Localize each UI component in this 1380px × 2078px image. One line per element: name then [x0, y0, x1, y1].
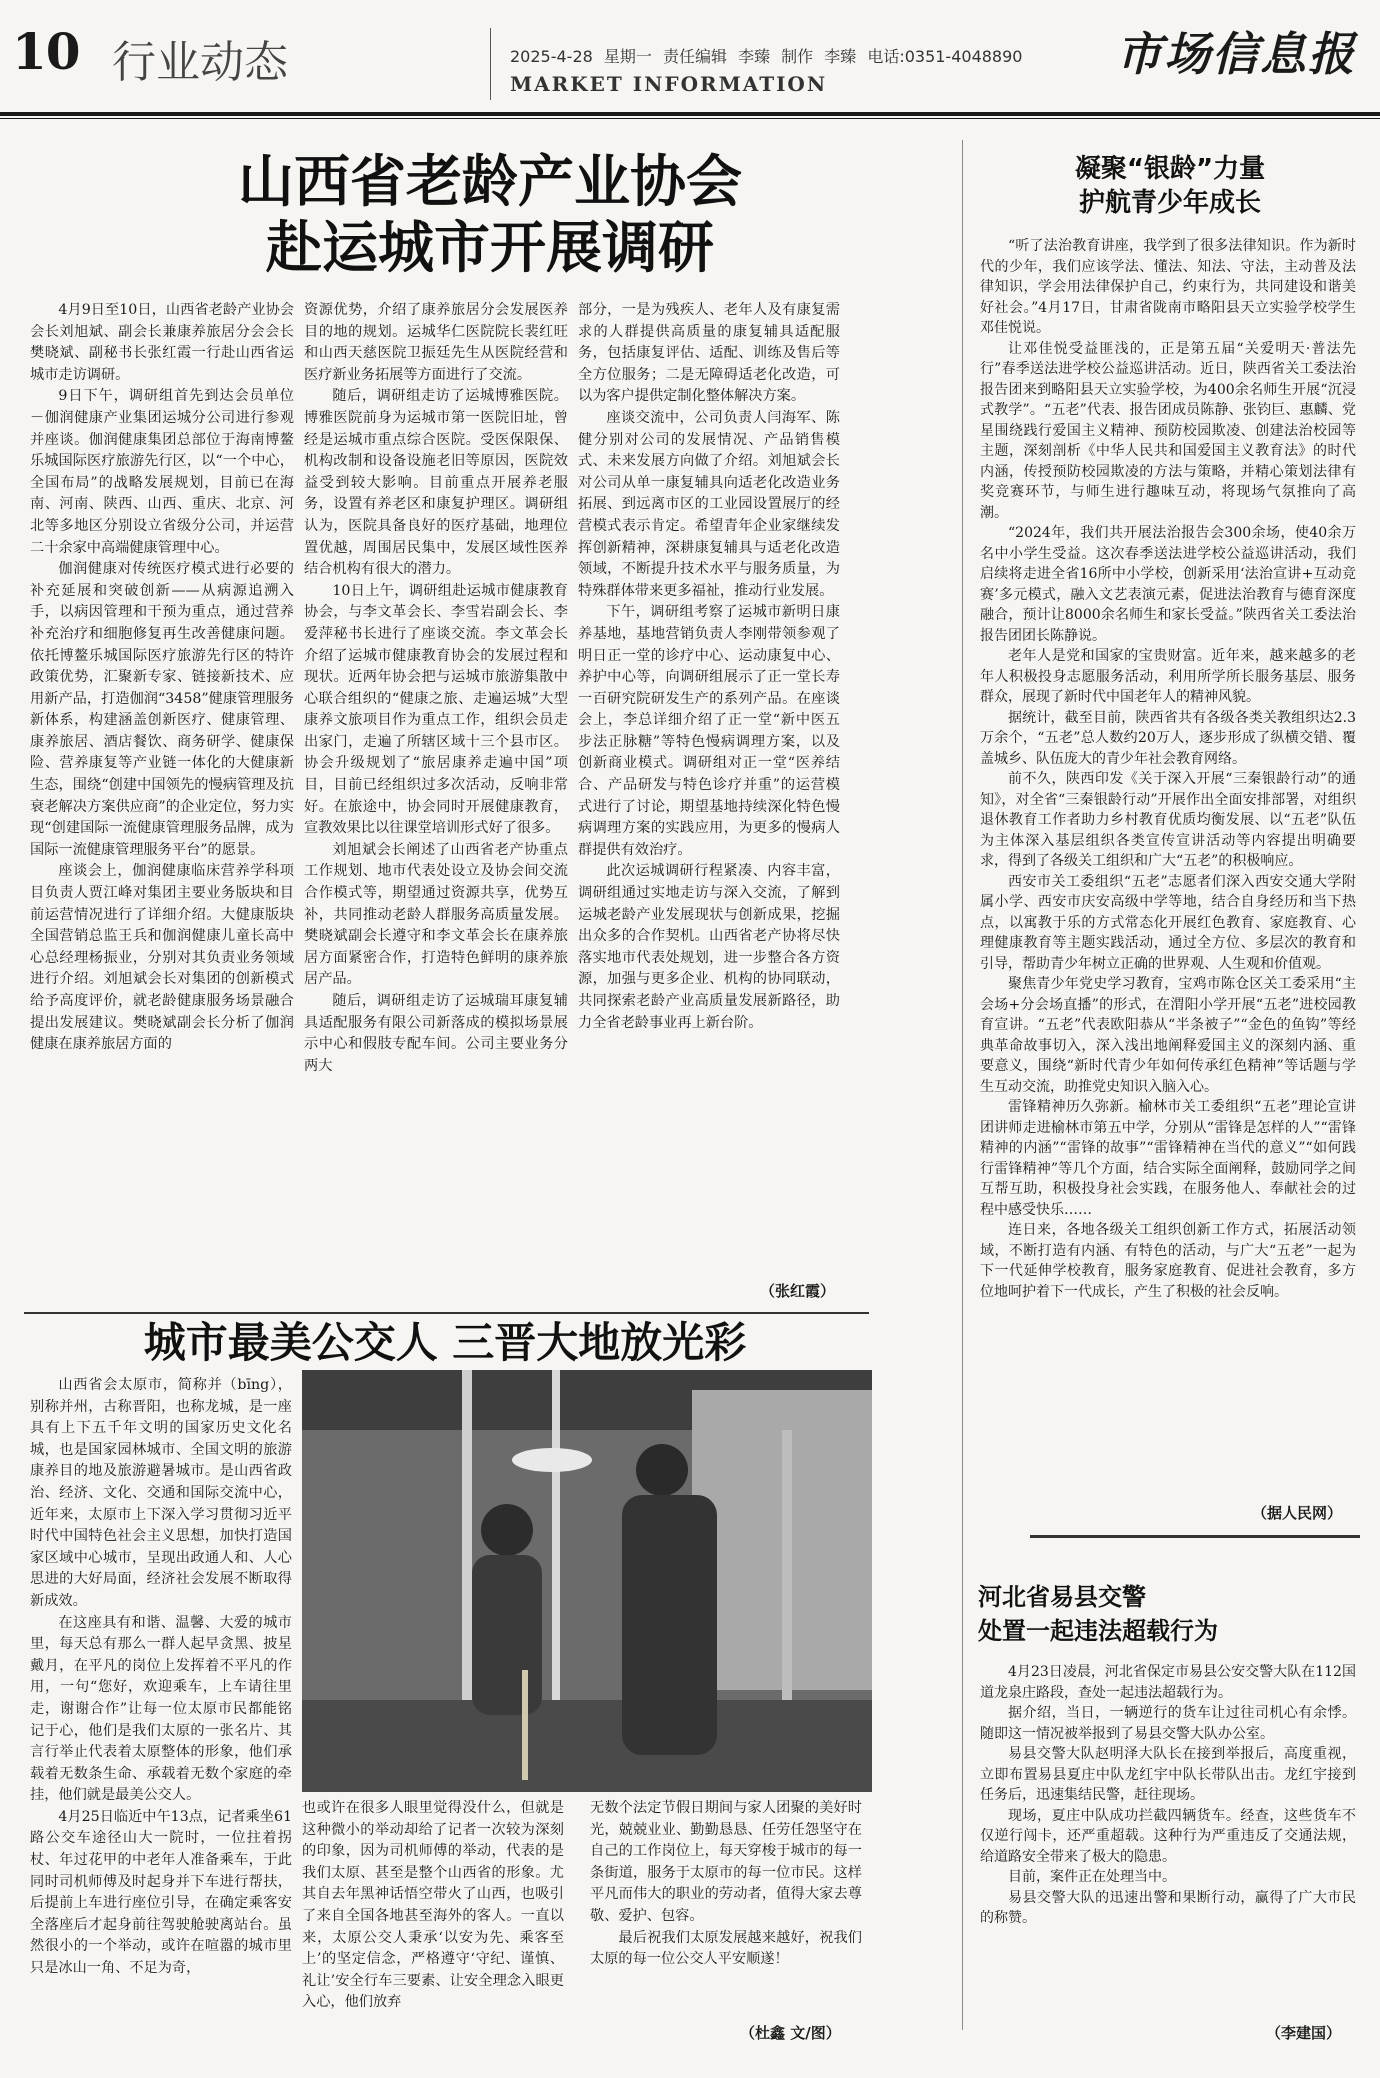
paragraph: 随后，调研组走访了运城瑞耳康复辅具适配服务有限公司新落成的模拟场景展示中心和假肢专配车间。公司主要业务分两大: [304, 993, 568, 1074]
article1-title: [40, 150, 940, 282]
paragraph: 9日下午，调研组首先到达会员单位－伽润健康产业集团运城分公司进行参观并座谈。伽润健康集团总部位于海南博鳌乐城国际医疗旅游先行区，以“一个中心，全国布局”的战略发展规划，目前已在海南、河南、陕西、山西、重庆、北京、河北等多地区分别设立省级分公司，并运营二十余家中高端健康管理中心。: [30, 388, 294, 556]
article4-title-line2: 处置一起违法超载行为: [978, 1617, 1218, 1645]
paragraph: 目前，案件正在处理当中。: [1008, 1869, 1176, 1885]
paragraph: 4月9日至10日，山西省老龄产业协会会长刘旭斌、副会长兼康养旅居分会会长樊晓斌、副秘书长张红霞一行赴山西省运城市走访调研。: [30, 302, 294, 383]
article-divider: [1030, 1535, 1360, 1538]
paragraph: 易县交警大队的迅速出警和果断行动，赢得了广大市民的称赞。: [980, 1889, 1356, 1926]
article2-column-3: [590, 1798, 862, 2018]
paragraph: 座谈交流中，公司负责人闫海军、陈健分别对公司的发展情况、产品销售模式、未来发展方向做了介绍。刘旭斌会长对公司从单一康复辅具向适老化改造业务拓展、到远离市区的工业园设置展厅的经营模式表示肯定。希望青年企业家继续发挥创新精神，深耕康复辅具与适老化改造领域，不断提升技术水平与服务质量，为特殊群体带来更多福祉，推动行业发展。: [578, 409, 840, 599]
article2-credit: （杜鑫 文/图）: [740, 2024, 841, 2042]
article3-credit: （据人民网）: [1252, 1504, 1343, 1522]
paragraph: 刘旭斌会长阐述了山西省老产协重点工作规划、地市代表处设立及协会间交流合作模式等，期望通过资源共享，优势互补，共同推动老龄人群服务高质量发展。樊晓斌副会长遵守和李文革会长在康养旅居方面紧密合作，打造特色鲜明的康养旅居产品。: [304, 841, 568, 988]
article1-credit: （张红霞）: [760, 1282, 836, 1300]
masthead-meta: 2025-4-28 星期一 责任编辑 李臻 制作 李臻 电话:0351-4048890: [510, 47, 1023, 66]
paragraph: 前不久，陕西印发《关于深入开展“三秦银龄行动”的通知》，对全省“三秦银龄行动”开展作出全面安排部署，对组织退休教育工作者助力乡村教育优质均衡发展、以“五老”队伍为主体深入基层组织各类宣传宣讲活动等内容提出明确要求，得到了各级关工组织和广大“五老”的积极响应。: [980, 771, 1356, 869]
article2-column-1: [30, 1375, 292, 2035]
article4-title: [978, 1580, 1358, 1648]
paragraph: 部分，一是为残疾人、老年人及有康复需求的人群提供高质量的康复辅具适配服务，包括康复评估、适配、训练及售后等全方位服务；二是无障碍适老化改造，可以为客户提供定制化整体解决方案。: [578, 302, 840, 405]
paragraph: 让邓佳悦受益匪浅的，正是第五届“关爱明天·普法先行”春季送法进学校公益巡讲活动。近日，陕西省关工委法治报告团来到略阳县天立实验学校，为400余名师生开展“沉浸式教学”。“五老”代表、报告团成员陈静、张钧巨、惠麟、党星围绕践行爱国主义精神、预防校园欺凌、创建法治校园等主题，深刻剖析《中华人民共和国爱国主义教育法》的时代内涵，传授预防校园欺凌的方法与策略，并精心策划法律有奖竞赛环节，与师生进行趣味互动，将现场气氛推向了高潮。: [980, 340, 1356, 521]
paragraph: 易县交警大队赵明泽大队长在接到举报后，高度重视，立即布置易县夏庄中队龙红宇中队长带队出击。龙红宇接到任务后，迅速集结民警，赶往现场。: [980, 1746, 1356, 1803]
article1-title-line1: 山西省老龄产业协会: [238, 150, 742, 215]
paragraph: “2024年，我们共开展法治报告会300余场，使40余万名中小学生受益。这次春季送法进学校公益巡讲活动，我们启续将走进全省16所中小学校，创新采用‘法治宣讲+互动竞赛’多元模式，融入文艺表演元素，促进法治教育与德育深度融合，预计让8000余名师生和家长受益。”陕西省关工委法治报告团团长陈静说。: [980, 525, 1356, 644]
paragraph: 下午，调研组考察了运城市新明日康养基地，基地营销负责人李刚带领参观了明日正一堂的诊疗中心、运动康复中心、养护中心等，向调研组展示了正一堂长寿一百研究院研发生产的系列产品。在座谈会上，李总详细介绍了正一堂“新中医五步法正脉糖”等特色慢病调理方案，以及创新商业模式。调研组对正一堂“医养结合、产品研发与特色诊疗并重”的运营模式进行了讨论，期望基地持续深化特色慢病调理方案的实践应用，为更多的慢病人群提供有效治疗。: [578, 604, 840, 858]
bus-photo: [302, 1370, 872, 1792]
paragraph: 雷锋精神历久弥新。榆林市关工委组织“五老”理论宣讲团讲师走进榆林市第五中学，分别从“雷锋是怎样的人”“雷锋精神的内涵”“雷锋的故事”“雷锋精神在当代的意义”“如何践行雷锋精神”等几个方面，结合实际全面阐释，鼓励同学之间互帮互助，积极投身社会实践，在服务他人、奉献社会的过程中感受快乐……: [980, 1099, 1356, 1218]
paragraph: 老年人是党和国家的宝贵财富。近年来，越来越多的老年人积极投身志愿服务活动，利用所学所长服务基层、服务群众，展现了新时代中国老年人的精神风貌。: [980, 648, 1356, 705]
article-divider: [24, 1312, 869, 1314]
paragraph: “听了法治教育讲座，我学到了很多法律知识。作为新时代的少年，我们应该学法、懂法、知法、守法，主动普及法律知识，学会用法律保护自己，约束行为，共同建设和谐美好社会。”4月17日，甘肃省陇南市略阳县天立实验学校学生邓佳悦说。: [980, 238, 1356, 336]
paragraph: 据统计，截至目前，陕西省共有各级各类关教组织达2.3万余个，“五老”总人数约20万人，逐步形成了纵横交错、覆盖城乡、队伍庞大的青少年社会教育网络。: [980, 709, 1356, 767]
column-divider: [962, 140, 963, 2030]
paragraph: 此次运城调研行程紧凑、内容丰富，调研组通过实地走访与深入交流，了解到运城老龄产业发展现状与创新成果，挖掘出众多的合作契机。山西省老产协将尽快落实地市代表处规划，进一步整合各方资源，加强与更多企业、机构的协同联动，共同探索老龄产业高质量发展新路径，助力全省老龄事业再上新台阶。: [578, 863, 840, 1031]
masthead-divider: [490, 28, 491, 100]
paragraph: 4月23日凌晨，河北省保定市易县公安交警大队在112国道龙泉庄路段，查处一起违法超载行为。: [980, 1664, 1356, 1701]
article3-title-line2: 护航青少年成长: [1078, 188, 1261, 218]
article1-title-line2: 赴运城市开展调研: [266, 216, 714, 281]
page-number: 10: [12, 22, 80, 81]
paragraph: 在这座具有和谐、温馨、大爱的城市里，每天总有那么一群人起早贪黑、披星戴月，在平凡的岗位上发挥着不平凡的作用，一句“您好，欢迎乘车，上车请往里走，谢谢合作”让每一位太原市民都能铭记于心，他们是我们太原的一张名片、其言行举止代表着太原整体的形象，他们承载着无数条生命、承载着无数个家庭的牵挂，他们就是最美公交人。: [30, 1614, 292, 1804]
article3-title-line1: 凝聚“银龄”力量: [1074, 154, 1266, 184]
article1-column-3: [578, 300, 840, 1275]
article3-body: [980, 236, 1356, 1496]
paragraph: 座谈会上，伽润健康临床营养学科项目负责人贾江峰对集团主要业务版块和目前运营情况进行了详细介绍。大健康版块全国营销总监王兵和伽润健康儿童长高中心总经理杨振业，分别对其负责业务领域进行介绍。刘旭斌会长对集团的创新模式给予高度评价，就老龄健康服务场景融合提出发展建议。樊晓斌副会长分析了伽润健康在康养旅居方面的: [30, 863, 294, 1053]
paragraph: 连日来，各地各级关工组织创新工作方式，拓展活动领域，不断打造有内涵、有特色的活动，与广大“五老”一起为下一代延伸学校教育，服务家庭教育、促进社会教育，多方位地呵护着下一代成长，产生了积极的社会反响。: [980, 1222, 1356, 1300]
bus-photo-illustration: [302, 1370, 872, 1792]
paragraph: 随后，调研组走访了运城博雅医院。博雅医院前身为运城市第一医院旧址，曾经是运城市重点综合医院。受医保限保、机构改制和设备设施老旧等原因，医院效益受到较大影响。目前重点开展养老服务，设置有养老区和康复护理区。调研组认为，医院具备良好的医疗基础，地理位置优越，周围居民集中，发展区域性医养结合机构有很大的潜力。: [304, 388, 568, 578]
article2-column-2: [302, 1798, 564, 2038]
paragraph: 无数个法定节假日期间与家人团聚的美好时光，兢兢业业、勤勤恳恳、任劳任怨坚守在自己的工作岗位上，每天穿梭于城市的每一条街道，服务于太原市的每一位市民。这样平凡而伟大的职业的劳动者，值得大家去尊敬、爱护、包容。: [590, 1800, 862, 1924]
paragraph: 10日上午，调研组赴运城市健康教育协会，与李文革会长、李雪岩副会长、李爱萍秘书长进行了座谈交流。李文革会长介绍了运城市健康教育协会的发展过程和现状。近两年协会把与运城市旅游集散中心联合组织的“健康之旅、走遍运城”大型康养文旅项目作为重点工作，组织会员走出家门，走遍了所辖区域十三个县市区。协会升级规划了“旅居康养走遍中国”项目，目前已经组织过多次活动，反响非常好。在旅途中，协会同时开展健康教育，宣教效果比以往课堂培训形式好了很多。: [304, 582, 568, 837]
article4-credit: （李建国）: [1266, 2024, 1342, 2042]
section-name: 行业动态: [112, 37, 288, 88]
article4-body: [980, 1662, 1356, 2022]
paragraph: 据介绍，当日，一辆逆行的货车让过往司机心有余悸。随即这一情况被举报到了易县交警大队办公室。: [980, 1705, 1356, 1742]
paragraph: 现场，夏庄中队成功拦截四辆货车。经查，这些货车不仅逆行闯卡，还严重超载。这种行为严重违反了交通法规，给道路安全带来了极大的隐患。: [980, 1807, 1356, 1865]
article3-title: [980, 152, 1360, 220]
article1-column-1: [30, 300, 294, 1300]
paragraph: 最后祝我们太原发展越来越好，祝我们太原的每一位公交人平安顺遂！: [590, 1929, 862, 1968]
paragraph: 也或许在很多人眼里觉得没什么，但就是这种微小的举动却给了记者一次较为深刻的印象，因为司机师傅的举动，代表的是我们太原、甚至是整个山西省的形象。尤其自去年黑神话悟空带火了山西，也吸引了来自全国各地甚至海外的客人。一直以来，太原公交人秉承‘以安为先、乘客至上’的坚定信念，严格遵守‘守纪、谨慎、礼让’安全行车三要素、让安全理念入眼更入心，他们放弃: [302, 1800, 564, 2011]
paragraph: 山西省会太原市，简称并（bīng），别称并州，古称晋阳，也称龙城，是一座具有上下五千年文明的国家历史文化名城，也是国家园林城市、全国文明的旅游康养目的地及旅游避暑城市。是山西省政治、经济、文化、交通和国际交流中心，近年来，太原市上下深入学习贯彻习近平时代中国特色社会主义思想，加快打造国家区域中心城市，呈现出政通人和、人心思进的大好局面，经济社会发展不断取得新成效。: [30, 1377, 292, 1609]
paragraph: 伽润健康对传统医疗模式进行必要的补充延展和突破创新——从病源追溯入手，以病因管理和干预为重点，通过营养补充治疗和细胞修复再生改善健康问题。依托博鳌乐城国际医疗旅游先行区的特许政策优势，汇聚新专家、链接新技术、应用新产品，打造伽润“3458”健康管理服务新体系，构建涵盖创新医疗、健康管理、康养旅居、酒店餐饮、商务研学、健康保险、营养康复等产业链一体化的大健康新生态，围绕“创建中国领先的慢病管理及抗衰老解决方案供应商”的企业定位，努力实现“创建国际一流健康管理服务品牌，成为国际一流健康管理服务平台”的愿景。: [30, 561, 294, 858]
paragraph: 4月25日临近中午13点，记者乘坐61路公交车途径山大一院时，一位拄着拐杖、年过花甲的中老年人准备乘车，于此同时司机师傅及时起身并下车进行帮扶，后提前上车进行座位引导，在确定乘客安全落座后才起身前往驾驶舱驶离站台。虽然很小的一个举动，或许在喧嚣的城市里只是冰山一角、不足为奇，: [30, 1808, 292, 1977]
paragraph: 西安市关工委组织“五老”志愿者们深入西安交通大学附属小学、西安市庆安高级中学等地，结合自身经历和当下热点，以寓教于乐的方式常态化开展红色教育、家庭教育、心理健康教育等主题实践活动，通过全方位、多层次的教育和引导，帮助青少年树立正确的世界观、人生观和价值观。: [980, 873, 1356, 972]
article1-column-2: [304, 300, 568, 1300]
paragraph: 资源优势，介绍了康养旅居分会发展医养目的地的规划。运城华仁医院院长裴红旺和山西天慈医院卫振廷先生从医院经营和医疗新业务拓展等方面进行了交流。: [304, 302, 568, 383]
masthead-english: MARKET INFORMATION: [510, 72, 828, 96]
article4-title-line1: 河北省易县交警: [978, 1583, 1146, 1611]
paragraph: 聚焦青少年党史学习教育，宝鸡市陈仓区关工委采用“主会场+分会场直播”的形式，在渭阳小学开展“五老”进校园教育宣讲。“五老”代表欧阳恭从“半条被子”“金色的鱼钩”等经典革命故事切入，深入浅出地阐释爱国主义的深刻内涵、重要意义，围绕“新时代青少年如何传承红色精神”等话题与学生互动交流，助推党史知识入脑入心。: [980, 976, 1356, 1095]
article2-title: 城市最美公交人 三晋大地放光彩: [143, 1318, 747, 1367]
newspaper-logo: 市场信息报: [1116, 27, 1356, 81]
masthead-rule-thin: [0, 118, 1380, 119]
masthead-rule: [0, 112, 1380, 116]
